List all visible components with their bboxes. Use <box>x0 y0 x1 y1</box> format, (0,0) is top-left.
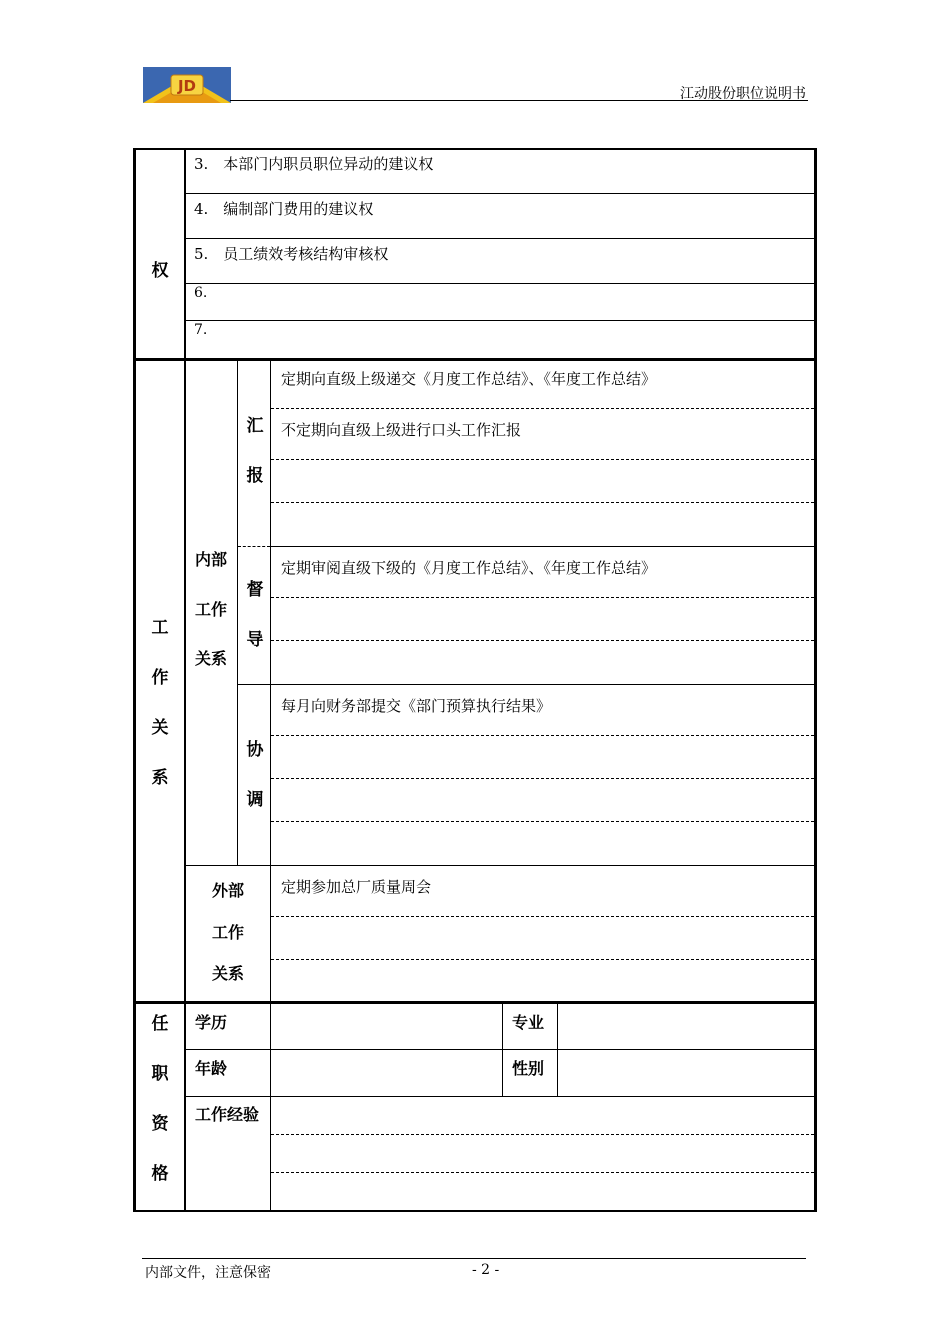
external-line: 定期参加总厂质量周会 <box>281 878 432 896</box>
dashed-rule <box>271 459 814 460</box>
row-line <box>186 283 814 284</box>
qualification-label-char: 职 <box>151 1064 169 1084</box>
internal-label: 内部 <box>195 550 228 569</box>
external-label: 外部 <box>212 881 245 900</box>
row-line <box>186 238 814 239</box>
row-line <box>186 320 814 321</box>
svg-text:JD: JD <box>177 77 197 95</box>
table-left-border <box>133 148 136 1212</box>
authority-item: 6. <box>194 285 208 301</box>
dashed-rule <box>271 959 814 960</box>
dashed-rule <box>271 597 814 598</box>
row-line <box>238 684 814 685</box>
qualification-col-divider <box>557 1004 558 1096</box>
section-divider-authority <box>133 358 817 361</box>
dashed-rule <box>271 778 814 779</box>
experience-label: 工作经验 <box>195 1105 260 1124</box>
footer-divider <box>142 1258 806 1259</box>
external-label: 关系 <box>212 964 245 983</box>
dashed-rule <box>238 546 270 547</box>
coordinate-label: 调 <box>246 790 264 810</box>
table-bottom-border <box>133 1210 817 1212</box>
dashed-rule <box>271 502 814 503</box>
dashed-rule <box>271 640 814 641</box>
age-label: 年龄 <box>195 1059 228 1078</box>
internal-subcolumn-divider <box>237 361 238 865</box>
dashed-rule <box>271 821 814 822</box>
coordinate-label: 协 <box>246 740 264 760</box>
coordinate-line: 每月向财务部提交《部门预算执行结果》 <box>281 697 552 715</box>
report-line: 定期向直级上级递交《月度工作总结》、《年度工作总结》 <box>281 370 657 388</box>
dashed-rule <box>271 735 814 736</box>
authority-item: 3. 本部门内职员职位异动的建议权 <box>194 155 434 173</box>
authority-item: 7. <box>194 322 208 338</box>
table-top-border <box>133 148 817 150</box>
report-label: 汇 <box>246 416 264 436</box>
table-right-border <box>814 148 817 1212</box>
row-line <box>186 1049 814 1050</box>
internal-label: 关系 <box>195 649 228 668</box>
dashed-rule <box>271 1172 814 1173</box>
external-label: 工作 <box>212 923 245 942</box>
header-divider <box>230 100 808 101</box>
relations-label-char: 作 <box>151 668 169 688</box>
supervise-label: 导 <box>246 630 264 650</box>
dashed-rule <box>271 1134 814 1135</box>
report-label: 报 <box>246 466 264 486</box>
relations-label-char: 系 <box>151 768 169 788</box>
supervise-label: 督 <box>246 580 264 600</box>
row-line <box>186 193 814 194</box>
qualification-col-divider <box>270 1004 271 1210</box>
row-line <box>271 546 814 547</box>
footer-confidential: 内部文件，注意保密 <box>145 1265 271 1281</box>
qualification-label-char: 格 <box>151 1164 169 1184</box>
dashed-rule <box>271 408 814 409</box>
major-label: 专业 <box>512 1013 545 1032</box>
content-column-divider <box>270 361 271 1003</box>
page-number: - 2 - <box>472 1262 500 1278</box>
relations-label-char: 关 <box>151 718 169 738</box>
dashed-rule <box>271 916 814 917</box>
authority-label: 权 <box>151 261 169 281</box>
qualification-col-divider <box>502 1004 503 1096</box>
row-line <box>186 865 814 866</box>
authority-item: 4. 编制部门费用的建议权 <box>194 200 374 218</box>
authority-item: 5. 员工绩效考核结构审核权 <box>194 245 389 263</box>
gender-label: 性别 <box>512 1059 545 1078</box>
document-title: 江动股份职位说明书 <box>680 86 806 102</box>
label-column-divider <box>184 148 186 1212</box>
report-line: 不定期向直级上级进行口头工作汇报 <box>281 421 522 439</box>
supervise-line: 定期审阅直级下级的《月度工作总结》、《年度工作总结》 <box>281 559 657 577</box>
row-line <box>186 1096 814 1097</box>
qualification-label-char: 资 <box>151 1114 169 1134</box>
company-logo <box>143 67 231 103</box>
section-divider-relations <box>133 1001 817 1004</box>
education-label: 学历 <box>195 1013 228 1032</box>
internal-label: 工作 <box>195 600 228 619</box>
relations-label-char: 工 <box>151 618 169 638</box>
qualification-label-char: 任 <box>151 1014 169 1034</box>
